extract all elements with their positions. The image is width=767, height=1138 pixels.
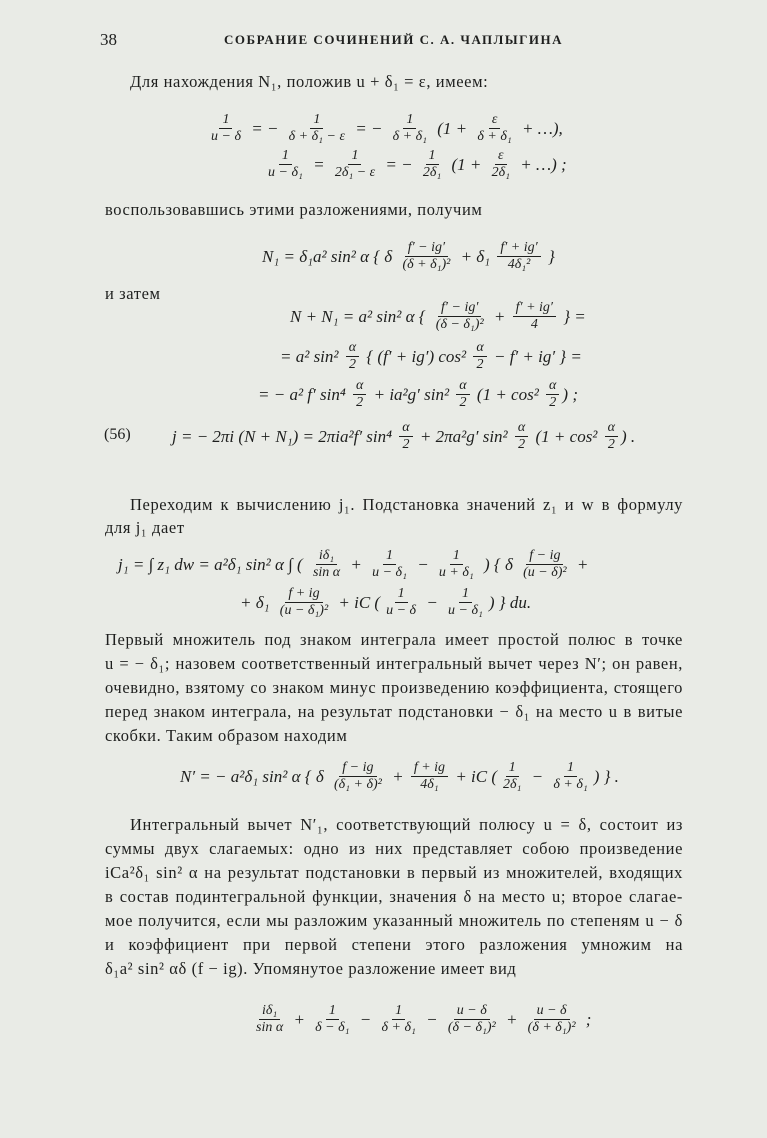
math-term: + [572, 554, 589, 574]
paragraph-line: δ₁a² sin² αδ (f − ig). Упомянутое разложение имеет вид [105, 959, 517, 978]
denominator: 2δ₁ − ε [334, 165, 376, 181]
numerator: ε [495, 148, 507, 165]
numerator: α [515, 420, 528, 437]
math-term: ) . [621, 426, 636, 446]
math-term: = − [381, 154, 417, 174]
fraction [489, 148, 513, 181]
numerator: α [473, 340, 486, 357]
denominator: 2 [348, 357, 356, 373]
denominator: 2 [518, 437, 526, 453]
equation-n-plus-n1-step2 [280, 340, 582, 373]
paragraph-line: очевидно, взятому со знаком минус произведению коэффициента, стоящего [105, 678, 683, 697]
numerator: 1 [459, 586, 472, 603]
fraction [513, 300, 556, 333]
math-term: N₁ = δ₁a² sin² α { δ [262, 246, 397, 266]
paragraph-line: и коэффициент при первой степени этого разложения умножим на [105, 935, 683, 954]
numerator: iδ₁ [259, 1003, 280, 1020]
math-term: − [422, 592, 443, 612]
denominator: 2δ₁ [422, 165, 442, 181]
fraction [332, 148, 378, 181]
fraction [312, 1003, 352, 1036]
denominator: u − δ [211, 129, 241, 145]
numerator: α [605, 420, 618, 437]
fraction [445, 586, 486, 619]
fraction [277, 586, 331, 619]
denominator: (u − δ)² [523, 565, 567, 581]
equation-n-plus-n1 [290, 300, 586, 333]
fraction [399, 240, 453, 273]
fraction [399, 420, 412, 453]
denominator: 2 [459, 395, 467, 411]
fraction [286, 112, 348, 145]
fraction [497, 240, 540, 273]
equation-expansion-2 [262, 148, 567, 181]
math-term: N′ = − a²δ₁ sin² α { δ [180, 766, 328, 786]
fraction [253, 1003, 286, 1036]
denominator: (u − δ₁)² [279, 603, 329, 619]
paragraph-line: iCa²δ₁ sin² α на результат подстановки в первый из множителей, входящих [105, 863, 683, 882]
numerator: f + ig [285, 586, 322, 603]
math-term: − f′ + ig′ } = [489, 346, 582, 366]
paragraph-line: Переходим к вычислению j₁. Подстановка значений z₁ и w в формулу [130, 495, 683, 514]
numerator: f − ig [339, 760, 376, 777]
fraction [433, 300, 487, 333]
math-term: N + N₁ = a² sin² α { [290, 306, 430, 326]
fraction [546, 378, 559, 411]
fraction [390, 112, 430, 145]
math-term: } = [559, 306, 586, 326]
math-term: + δ₁ [456, 246, 495, 266]
paragraph-line: u = − δ₁; назовем соответственный интегральный вычет через N′; он равен, [105, 654, 683, 673]
equation-56 [172, 420, 635, 453]
math-term: + iC ( [451, 766, 498, 786]
denominator: 4δ₁² [507, 257, 531, 273]
denominator: u − δ₁ [372, 565, 407, 581]
denominator: δ + δ₁ [392, 129, 428, 145]
math-term: − [412, 554, 433, 574]
numerator: 1 [348, 148, 361, 165]
numerator: ε [489, 112, 501, 129]
paragraph-line: скобки. Таким образом находим [105, 726, 348, 745]
denominator: (δ − δ₁)² [435, 317, 484, 333]
equation-n-prime [180, 760, 619, 793]
numerator: u − δ [454, 1003, 490, 1020]
numerator: 1 [426, 148, 439, 165]
fraction [420, 148, 444, 181]
equation-expansion-1 [205, 112, 563, 145]
math-term: + 2πa²g′ sin² [415, 426, 512, 446]
paragraph-line: Для нахождения N₁, положив u + δ₁ = ε, имеем: [130, 72, 489, 91]
denominator: 2δ₁ [503, 777, 522, 793]
math-term: ) ; [562, 384, 578, 404]
numerator: α [546, 378, 559, 395]
math-term: + [346, 554, 367, 574]
denominator: 2 [402, 437, 410, 453]
denominator: u − δ₁ [448, 603, 483, 619]
fraction [473, 340, 486, 373]
math-term: = − a² f′ sin⁴ [258, 384, 350, 404]
fraction [474, 112, 514, 145]
paragraph-line: воспользовавшись этими разложениями, получим [105, 200, 483, 219]
numerator: f + ig [411, 760, 448, 777]
numerator: α [353, 378, 366, 395]
fraction [208, 112, 244, 145]
math-term: (1 + [447, 154, 486, 174]
math-term: + …) ; [516, 154, 567, 174]
math-term: j₁ = ∫ z₁ dw = a²δ₁ sin² α ∫ ( [118, 554, 307, 574]
math-term: ) { δ [479, 554, 518, 574]
fraction [379, 1003, 419, 1036]
paragraph-line: для j₁ дает [105, 518, 185, 537]
math-term: + [501, 1009, 522, 1029]
denominator: δ + δ₁ [381, 1020, 416, 1036]
numerator: 1 [310, 112, 323, 129]
denominator: 2 [549, 395, 557, 411]
numerator: f′ − ig′ [438, 300, 481, 317]
fraction [411, 760, 448, 793]
denominator: 2 [476, 357, 484, 373]
math-term: (1 + cos² [472, 384, 544, 404]
fraction [346, 340, 359, 373]
numerator: 1 [279, 148, 292, 165]
math-term: ; [581, 1009, 592, 1029]
numerator: 1 [219, 112, 232, 129]
fraction [456, 378, 469, 411]
numerator: α [399, 420, 412, 437]
numerator: 1 [506, 760, 519, 777]
math-term: + [289, 1009, 310, 1029]
numerator: α [456, 378, 469, 395]
numerator: f′ − ig′ [405, 240, 448, 257]
fraction [265, 148, 306, 181]
denominator: 4 [530, 317, 538, 333]
fraction [436, 548, 477, 581]
paragraph-line: суммы двух слагаемых: одно из них представляет собою произведение [105, 839, 683, 858]
equation-number: (56) [104, 426, 131, 443]
fraction [525, 1003, 579, 1036]
paragraph-line: и затем [105, 284, 161, 303]
math-term: { (f′ + ig′) cos² [362, 346, 471, 366]
numerator: 1 [383, 548, 396, 565]
math-term: = − [350, 118, 387, 138]
denominator: sin α [256, 1020, 284, 1036]
math-term: − [355, 1009, 376, 1029]
fraction [515, 420, 528, 453]
numerator: u − δ [534, 1003, 570, 1020]
denominator: δ + δ₁ − ε [288, 129, 345, 145]
fraction [383, 586, 419, 619]
fraction [520, 548, 569, 581]
numerator: 1 [564, 760, 577, 777]
math-term: + [489, 306, 510, 326]
math-term: − [527, 766, 548, 786]
equation-j1 [118, 548, 588, 581]
math-term: j = − 2πi (N + N₁) = 2πia²f′ sin⁴ [172, 426, 397, 446]
denominator: 4δ₁ [420, 777, 439, 793]
equation-expansion-result [250, 1003, 591, 1036]
fraction [331, 760, 385, 793]
denominator: (δ − δ₁)² [447, 1020, 496, 1036]
denominator: u + δ₁ [438, 565, 474, 581]
numerator: f − ig [526, 548, 563, 565]
numerator: 1 [395, 586, 408, 603]
math-term: (1 + [433, 118, 472, 138]
math-term: − [421, 1009, 442, 1029]
numerator: α [346, 340, 359, 357]
paragraph-line: в состав подинтегральной функции, значения δ на место u; второе слагае- [105, 887, 683, 906]
fraction [500, 760, 524, 793]
math-term: (1 + cos² [531, 426, 602, 446]
paragraph-line: перед знаком интеграла, на результат подстановки − δ₁ на место u в витые [105, 702, 683, 721]
math-term: + [387, 766, 408, 786]
fraction [445, 1003, 499, 1036]
equation-n1 [262, 240, 555, 273]
denominator: δ + δ₁ [477, 129, 512, 145]
fraction [310, 548, 343, 581]
math-term: = a² sin² [280, 346, 343, 366]
math-term: } [543, 246, 555, 266]
page-number: 38 [100, 30, 117, 49]
math-term: ) } . [593, 766, 619, 786]
numerator: 1 [392, 1003, 405, 1020]
denominator: 2 [607, 437, 615, 453]
equation-n-plus-n1-step3 [258, 378, 578, 411]
denominator: (δ₁ + δ)² [333, 777, 382, 793]
denominator: δ − δ₁ [315, 1020, 350, 1036]
paragraph-line: мое получится, если мы разложим указанный множитель по степеням u − δ [105, 911, 683, 930]
fraction [369, 548, 410, 581]
denominator: (δ + δ₁)² [527, 1020, 576, 1036]
paragraph-line: Интегральный вычет N′₁, соответствующий полюсу u = δ, состоит из [130, 815, 683, 834]
denominator: sin α [312, 565, 341, 581]
math-term: ) } du. [488, 592, 532, 612]
denominator: δ + δ₁ [553, 777, 588, 793]
numerator: f′ + ig′ [497, 240, 540, 257]
math-term: + …), [517, 118, 563, 138]
denominator: 2 [356, 395, 364, 411]
fraction [550, 760, 590, 793]
numerator: 1 [403, 112, 416, 129]
equation-j1-continued [240, 586, 531, 619]
math-term: + δ₁ [240, 592, 274, 612]
denominator: u − δ [386, 603, 417, 619]
math-term: = − [246, 118, 283, 138]
denominator: u − δ₁ [268, 165, 303, 181]
math-term: + iC ( [334, 592, 381, 612]
math-term: = [308, 154, 329, 174]
fraction [353, 378, 366, 411]
denominator: (δ + δ₁)² [402, 257, 451, 273]
numerator: 1 [326, 1003, 339, 1020]
numerator: 1 [450, 548, 463, 565]
denominator: 2δ₁ [491, 165, 510, 181]
running-title: СОБРАНИЕ СОЧИНЕНИЙ С. А. ЧАПЛЫГИНА [224, 32, 563, 47]
fraction [605, 420, 618, 453]
paragraph-line: Первый множитель под знаком интеграла имеет простой полюс в точке [105, 630, 683, 649]
numerator: iδ₁ [316, 548, 337, 565]
numerator: f′ + ig′ [513, 300, 556, 317]
math-term: + ia²g′ sin² [369, 384, 454, 404]
